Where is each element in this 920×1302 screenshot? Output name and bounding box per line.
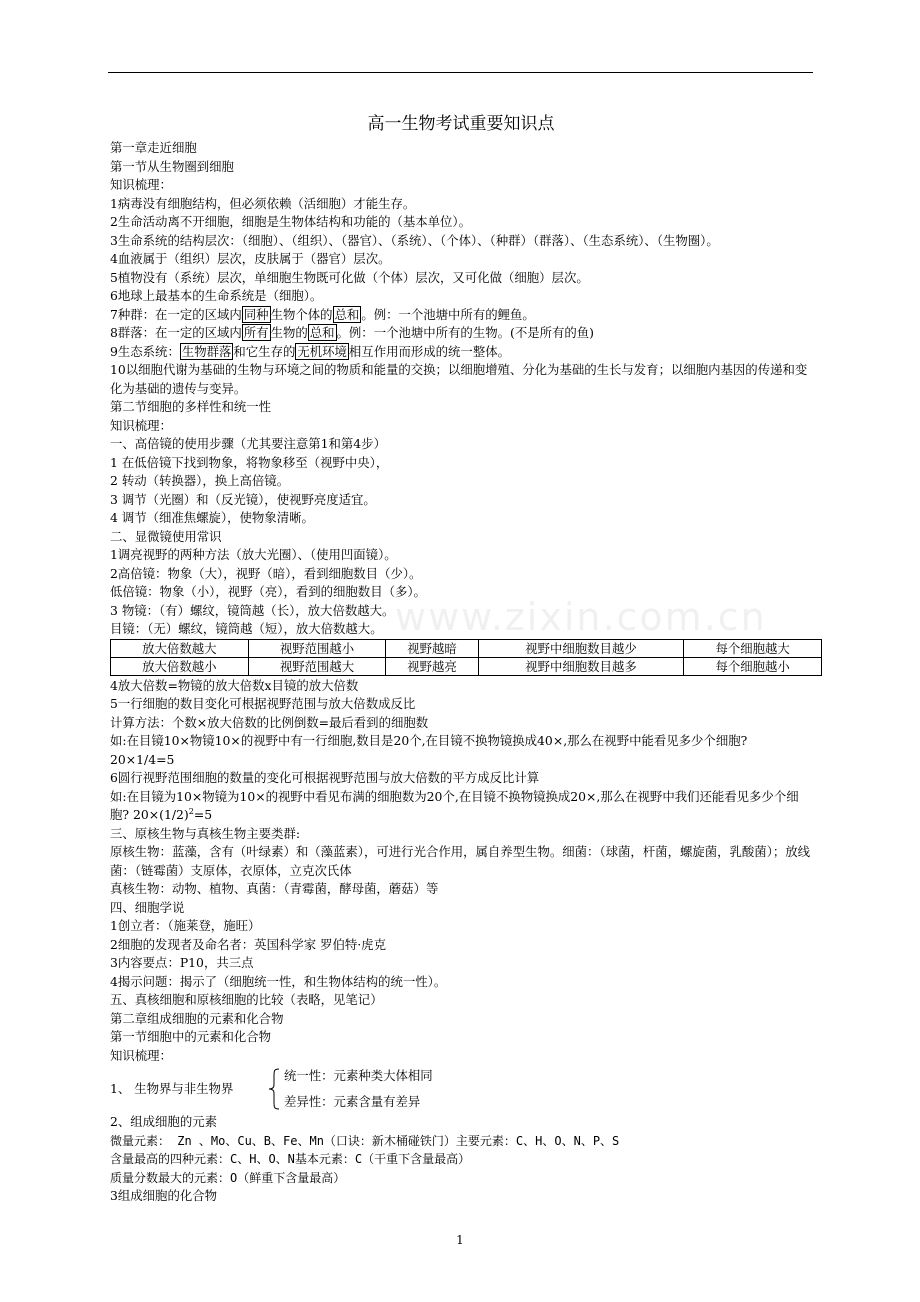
point-2: 2生命活动离不开细胞，细胞是生物体结构和功能的（基本单位）。 [110, 214, 472, 229]
table-cell: 放大倍数越大 [111, 639, 249, 657]
curly-brace-icon [268, 1068, 280, 1110]
magnification-table [110, 639, 822, 676]
point-4: 4血液属于（组织）层次，皮肤属于（器官）层次。 [110, 251, 391, 266]
boxed-term: 总和 [334, 306, 360, 322]
cell-theory-3: 3内容要点：P10，共三点 [110, 955, 254, 970]
table-cell: 视野中细胞数目越多 [478, 657, 684, 675]
point-9: 9生态系统： 生物群落 和它生存的 无机环境 相互作用而形成的统一整体。 [110, 343, 510, 359]
table-cell: 每个细胞越大 [684, 639, 822, 657]
largest-mass-element: 质量分数最大的元素：O（鲜重下含量最高） [110, 1170, 346, 1185]
microscope-tips-heading: 二、显微镜使用常识 [110, 528, 222, 544]
unity-item: 统一性：元素种类大体相同 [284, 1068, 433, 1083]
cell-theory-2: 2细胞的发现者及命名者：英国科学家 罗伯特·虎克 [110, 936, 386, 952]
table-cell: 每个细胞越小 [684, 657, 822, 675]
tip-5: 目镜：（无）螺纹，镜筒越（短），放大倍数越大。 [110, 621, 383, 636]
knowledge-label: 知识梳理： [110, 177, 172, 192]
section-1-2-heading: 第二节细胞的多样性和统一性 [110, 399, 272, 414]
table-cell: 视野越亮 [386, 657, 478, 675]
document-title: 高一生物考试重要知识点 [367, 114, 555, 134]
point-3: 3生命系统的结构层次：（细胞）、（组织）、（器官）、（系统）、（个体）、（种群）（群落）、（生态系统）、（生物圈）。 [110, 232, 719, 248]
chapter-2-heading: 第二章组成细胞的元素和化合物 [110, 1010, 284, 1026]
step-1: 1 在低倍镜下找到物象，将物象移至（视野中央）， [110, 454, 389, 470]
table-cell: 放大倍数越小 [111, 657, 249, 675]
prokaryotes: 原核生物：蓝藻，含有（叶绿素）和（藻蓝素），可进行光合作用，属自养型生物。细菌：（球菌，杆菌，螺旋菌，乳酸菌）；放线菌：（链霉菌）支原体，衣原体，立克次氏体 [110, 844, 811, 878]
boxed-term: 同种 [243, 306, 269, 322]
table-cell: 视野范围越小 [248, 639, 386, 657]
table-row [111, 639, 822, 657]
cell-comparison-heading: 五、真核细胞和原核细胞的比较（表略，见笔记） [110, 992, 383, 1007]
tip-3: 低倍镜：物象（小），视野（亮），看到的细胞数目（多）。 [110, 584, 426, 599]
table-cell: 视野越暗 [386, 639, 478, 657]
knowledge-label: 知识梳理： [110, 417, 172, 433]
cell-theory-4: 4揭示问题：揭示了（细胞统一性，和生物体结构的统一性）。 [110, 973, 447, 989]
boxed-term: 无机环境 [297, 343, 347, 359]
tip-11: 如:在目镜为10×物镜为10×的视野中看见布满的细胞数为20个,在目镜不换物镜换成20×,那么在视野中我们还能看见多少个细胞? $20\times(1/2)^2=5$ [110, 788, 799, 822]
tip-9: 如:在目镜10×物镜10×的视野中有一行细胞,数目是20个,在目镜不换物镜换成40×,那么在视野中能看见多少个细胞? 20×1/4=5 [110, 733, 748, 767]
table-row [111, 657, 822, 675]
step-4: 4 调节（细准焦螺旋），使物象清晰。 [110, 510, 314, 525]
cell-theory-1: 1创立者：（施莱登，施旺） [110, 918, 261, 933]
section-1-1-heading: 第一节从生物圈到细胞 [110, 158, 234, 174]
knowledge-label: 知识梳理： [110, 1047, 172, 1063]
table-cell: 视野范围越大 [248, 657, 386, 675]
elements-heading: 2、组成细胞的元素 [110, 1114, 218, 1129]
chapter-1-heading: 第一章走近细胞 [110, 140, 197, 155]
top-four-elements: 含量最高的四种元素：C、H、O、N基本元素：C（干重下含量最高） [110, 1152, 471, 1166]
point-6: 6地球上最基本的生命系统是（细胞）。 [110, 288, 323, 303]
cell-theory-heading: 四、细胞学说 [110, 899, 185, 915]
boxed-term: 所有 [243, 325, 269, 340]
tip-2: 2高倍镜：物象（大），视野（暗），看到细胞数目（少）。 [110, 565, 422, 581]
step-2: 2 转动（转换器），换上高倍镜。 [110, 473, 290, 488]
living-nonliving-comparison [110, 1067, 812, 1111]
microscope-steps-heading: 一、高倍镜的使用步骤（尤其要注意第1和第4步） [110, 436, 386, 451]
table-cell: 视野中细胞数目越少 [478, 639, 684, 657]
boxed-term: 生物群落 [181, 343, 232, 359]
point-1: 1病毒没有细胞结构，但必须依赖（活细胞）才能生存。 [110, 195, 416, 211]
compounds-heading: 3组成细胞的化合物 [110, 1188, 218, 1203]
boxed-term: 总和 [309, 325, 335, 340]
point-10: 10以细胞代谢为基础的生物与环境之间的物质和能量的交换；以细胞增殖、分化为基础的生长与发育；以细胞内基因的传递和变化为基础的遗传与变异。 [110, 362, 808, 396]
tip-10: 6圆行视野范围细胞的数量的变化可根据视野范围与放大倍数的平方成反比计算 [110, 770, 540, 785]
header-rule [108, 72, 813, 73]
step-3: 3 调节（光圈）和（反光镜），使视野亮度适宜。 [110, 491, 376, 507]
point-5: 5植物没有（系统）层次，单细胞生物既可化做（个体）层次，又可化做（细胞）层次。 [110, 269, 589, 285]
section-2-1-heading: 第一节细胞中的元素和化合物 [110, 1029, 272, 1044]
tip-1: 1调亮视野的两种方法（放大光圈）、（使用凹面镜）。 [110, 547, 397, 562]
organism-groups-heading: 三、原核生物与真核生物主要类群: [110, 825, 301, 841]
watermark: www.zixin.com.cn [395, 595, 767, 639]
point-8: 8群落：在一定的区域内 所有 生物的 总和 。例：一个池塘中所有的生物。(不是所有的鱼) [110, 325, 595, 340]
trace-elements: 微量元素： Zn 、Mo、Cu、B、Fe、Mn（口诀：新木桶碰铁门）主要元素：C、H、O、N、P、S [110, 1133, 620, 1148]
tip-8: 计算方法：个数×放大倍数的比例倒数=最后看到的细胞数 [110, 714, 429, 730]
document-body [110, 112, 812, 1206]
tip-4: 3 物镜：（有）螺纹，镜筒越（长），放大倍数越大。 [110, 602, 395, 618]
eukaryotes: 真核生物：动物、植物、真菌：（青霉菌，酵母菌，蘑菇）等 [110, 881, 439, 896]
difference-item: 差异性：元素含量有差异 [284, 1093, 421, 1109]
brace-label: 1、 生物界与非生物界 [110, 1080, 234, 1096]
point-7: 7种群：在一定的区域内 同种 生物个体的 总和 。例：一个池塘中所有的鲤鱼。 [110, 306, 535, 322]
tip-6: 4放大倍数=物镜的放大倍数х目镜的放大倍数 [110, 677, 359, 693]
tip-7: 5一行细胞的数目变化可根据视野范围与放大倍数成反比 [110, 696, 416, 711]
page-number: 1 [456, 1233, 464, 1247]
